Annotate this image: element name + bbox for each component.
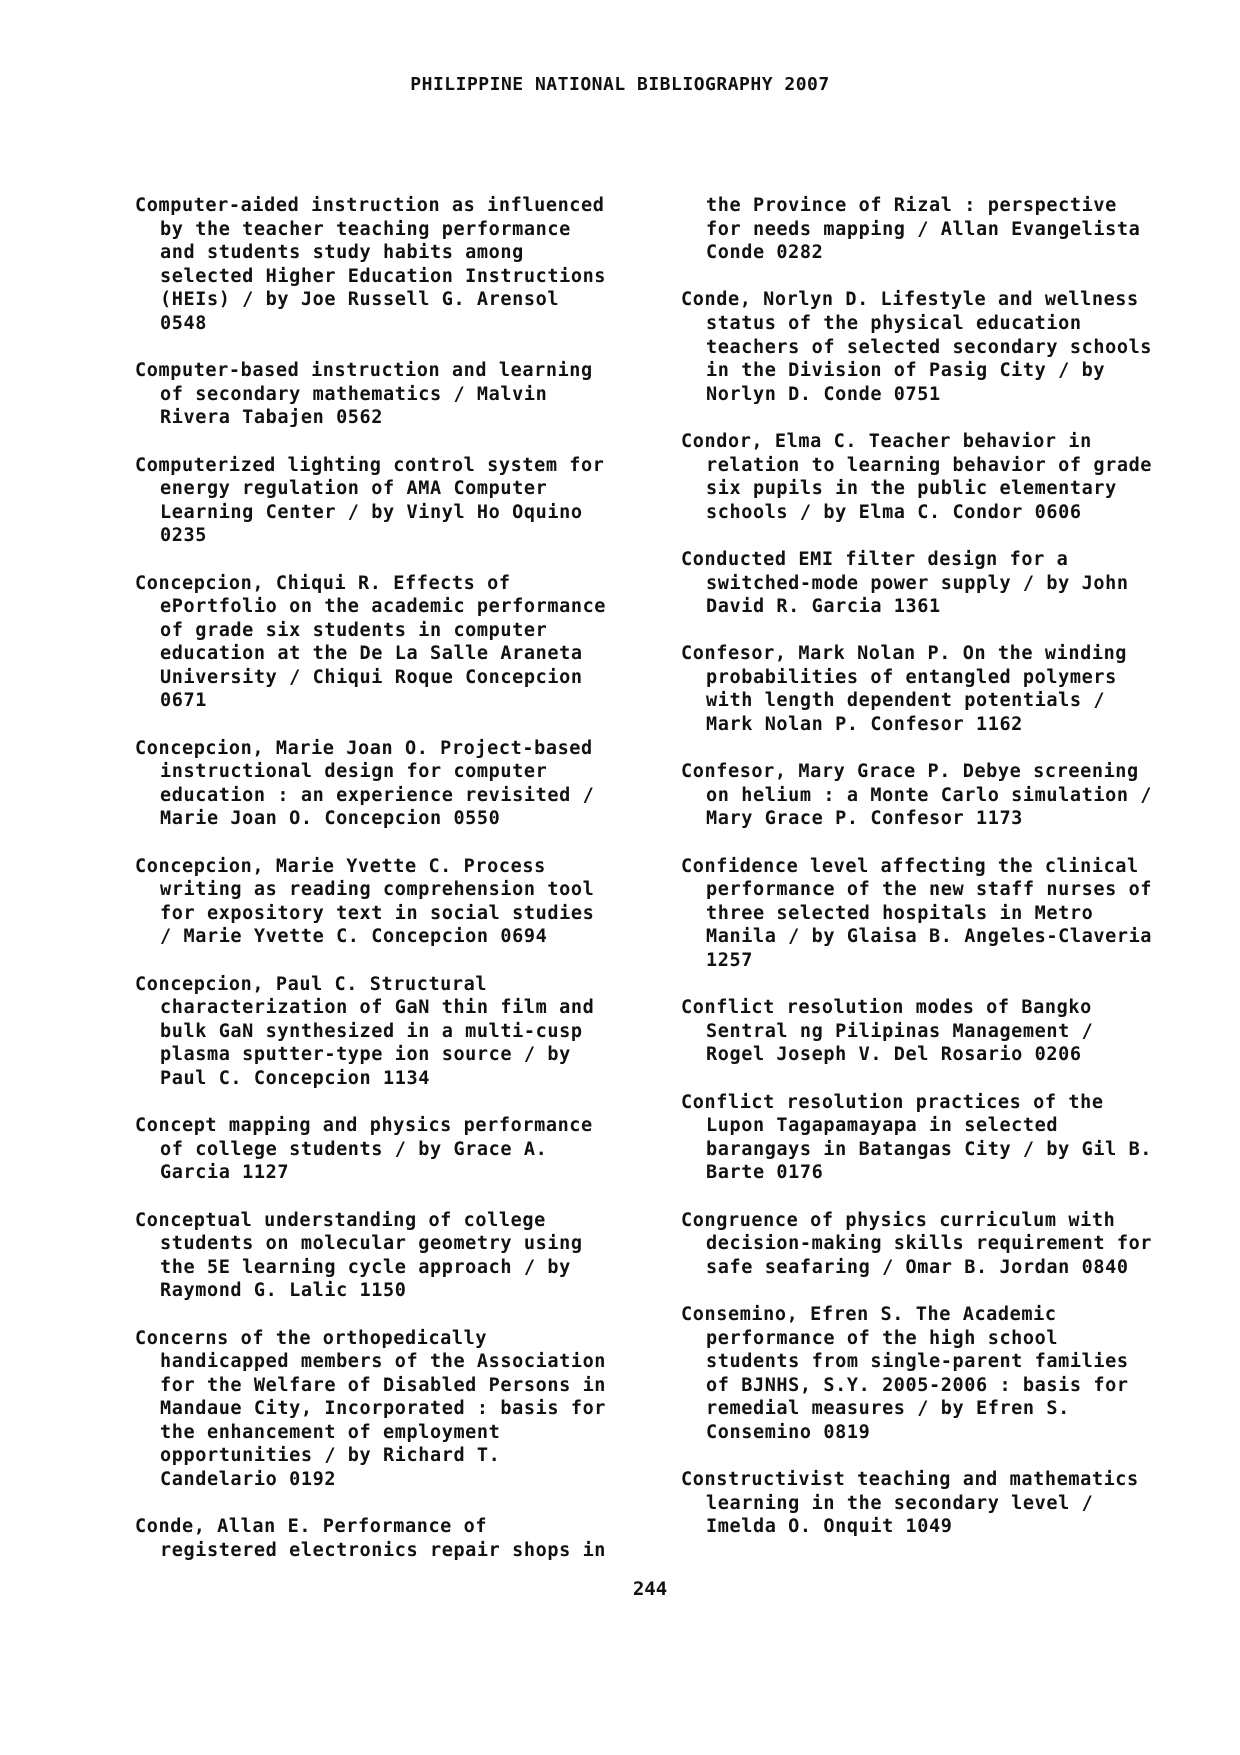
bibliography-entry: Conde, Allan E. Performance of registered electronics repair shops in xyxy=(135,1516,607,1561)
bibliography-entry: Concepcion, Chiqui R. Effects of ePortfolio on the academic performance of grade six students in computer education at the De La Salle Araneta University / Chiqui Roque Concepcion 0671 xyxy=(135,572,607,712)
page-header-title: PHILIPPINE NATIONAL BIBLIOGRAPHY 2007 xyxy=(410,74,830,95)
bibliography-entry: Conflict resolution practices of the Lupon Tagapamayapa in selected barangays in Batangas City / by Gil B. Barte 0176 xyxy=(681,1091,1153,1184)
bibliography-entry: Conducted EMI filter design for a switched-mode power supply / by John David R. Garcia 1361 xyxy=(681,548,1129,618)
bibliography-entry: Congruence of physics curriculum with decision-making skills requirement for safe seafaring / Omar B. Jordan 0840 xyxy=(681,1209,1153,1278)
bibliography-entry: Computer-aided instruction as influenced by the teacher teaching performance and students study habits among selected Higher Education Instructions (HEIs) / by Joe Russell G. Arensol 0548 xyxy=(135,195,607,334)
bibliography-entry-continuation: the Province of Rizal : perspective for needs mapping / Allan Evangelista Conde 0282 xyxy=(706,195,1141,264)
page-number: 244 xyxy=(632,1578,668,1600)
bibliography-entry: Conde, Norlyn D. Lifestyle and wellness status of the physical education teachers of selected secondary schools in the Division of Pasig City / by Norlyn D. Conde 0751 xyxy=(681,289,1153,405)
bibliography-entry: Concerns of the orthopedically handicapped members of the Association for the Welfare of Disabled Persons in Mandaue City, Incorporated : basis for the enhancement of employment opportunities / by Richard T. Candelario 0192 xyxy=(135,1327,607,1491)
bibliography-entry: Concepcion, Marie Joan O. Project-based instructional design for computer education : an experience revisited / Marie Joan O. Concepcion 0550 xyxy=(135,737,595,830)
right-column xyxy=(681,194,1201,1562)
bibliography-entry: Concepcion, Paul C. Structural characterization of GaN thin film and bulk GaN synthesized in a multi-cusp plasma sputter-type ion source / by Paul C. Concepcion 1134 xyxy=(135,973,595,1089)
bibliography-entry: Concept mapping and physics performance of college students / by Grace A. Garcia 1127 xyxy=(135,1115,593,1184)
bibliography-entry: Condor, Elma C. Teacher behavior in relation to learning behavior of grade six pupils in the public elementary schools / by Elma C. Condor 0606 xyxy=(681,430,1153,523)
bibliography-entry: Constructivist teaching and mathematics learning in the secondary level / Imelda O. Onquit 1049 xyxy=(681,1469,1139,1538)
bibliography-entry: Confesor, Mary Grace P. Debye screening on helium : a Monte Carlo simulation / Mary Grace P. Confesor 1173 xyxy=(681,761,1153,830)
bibliography-entry: Conceptual understanding of college students on molecular geometry using the 5E learning cycle approach / by Raymond G. Lalic 1150 xyxy=(135,1209,583,1302)
bibliography-entry: Concepcion, Marie Yvette C. Process writing as reading comprehension tool for expository text in social studies / Marie Yvette C. Concepcion 0694 xyxy=(135,855,595,948)
bibliography-entry: Computerized lighting control system for energy regulation of AMA Computer Learning Center / by Vinyl Ho Oquino 0235 xyxy=(135,454,605,547)
bibliography-entry: Confesor, Mark Nolan P. On the winding probabilities of entangled polymers with length dependent potentials / Mark Nolan P. Confesor 1162 xyxy=(681,643,1128,736)
bibliography-entry: Consemino, Efren S. The Academic performance of the high school students from single-parent families of BJNHS, S.Y. 2005-2006 : basis for remedial measures / by Efren S. Consemino 0819 xyxy=(681,1303,1129,1443)
left-column xyxy=(135,194,655,1586)
bibliography-entry: Computer-based instruction and learning of secondary mathematics / Malvin Rivera Tabajen 0562 xyxy=(135,360,593,429)
bibliography-entry: Confidence level affecting the clinical performance of the new staff nurses of three selected hospitals in Metro Manila / by Glaisa B. Angeles-Claveria 1257 xyxy=(681,855,1153,971)
bibliography-entry: Conflict resolution modes of Bangko Sentral ng Pilipinas Management / Rogel Joseph V. Del Rosario 0206 xyxy=(681,997,1094,1066)
